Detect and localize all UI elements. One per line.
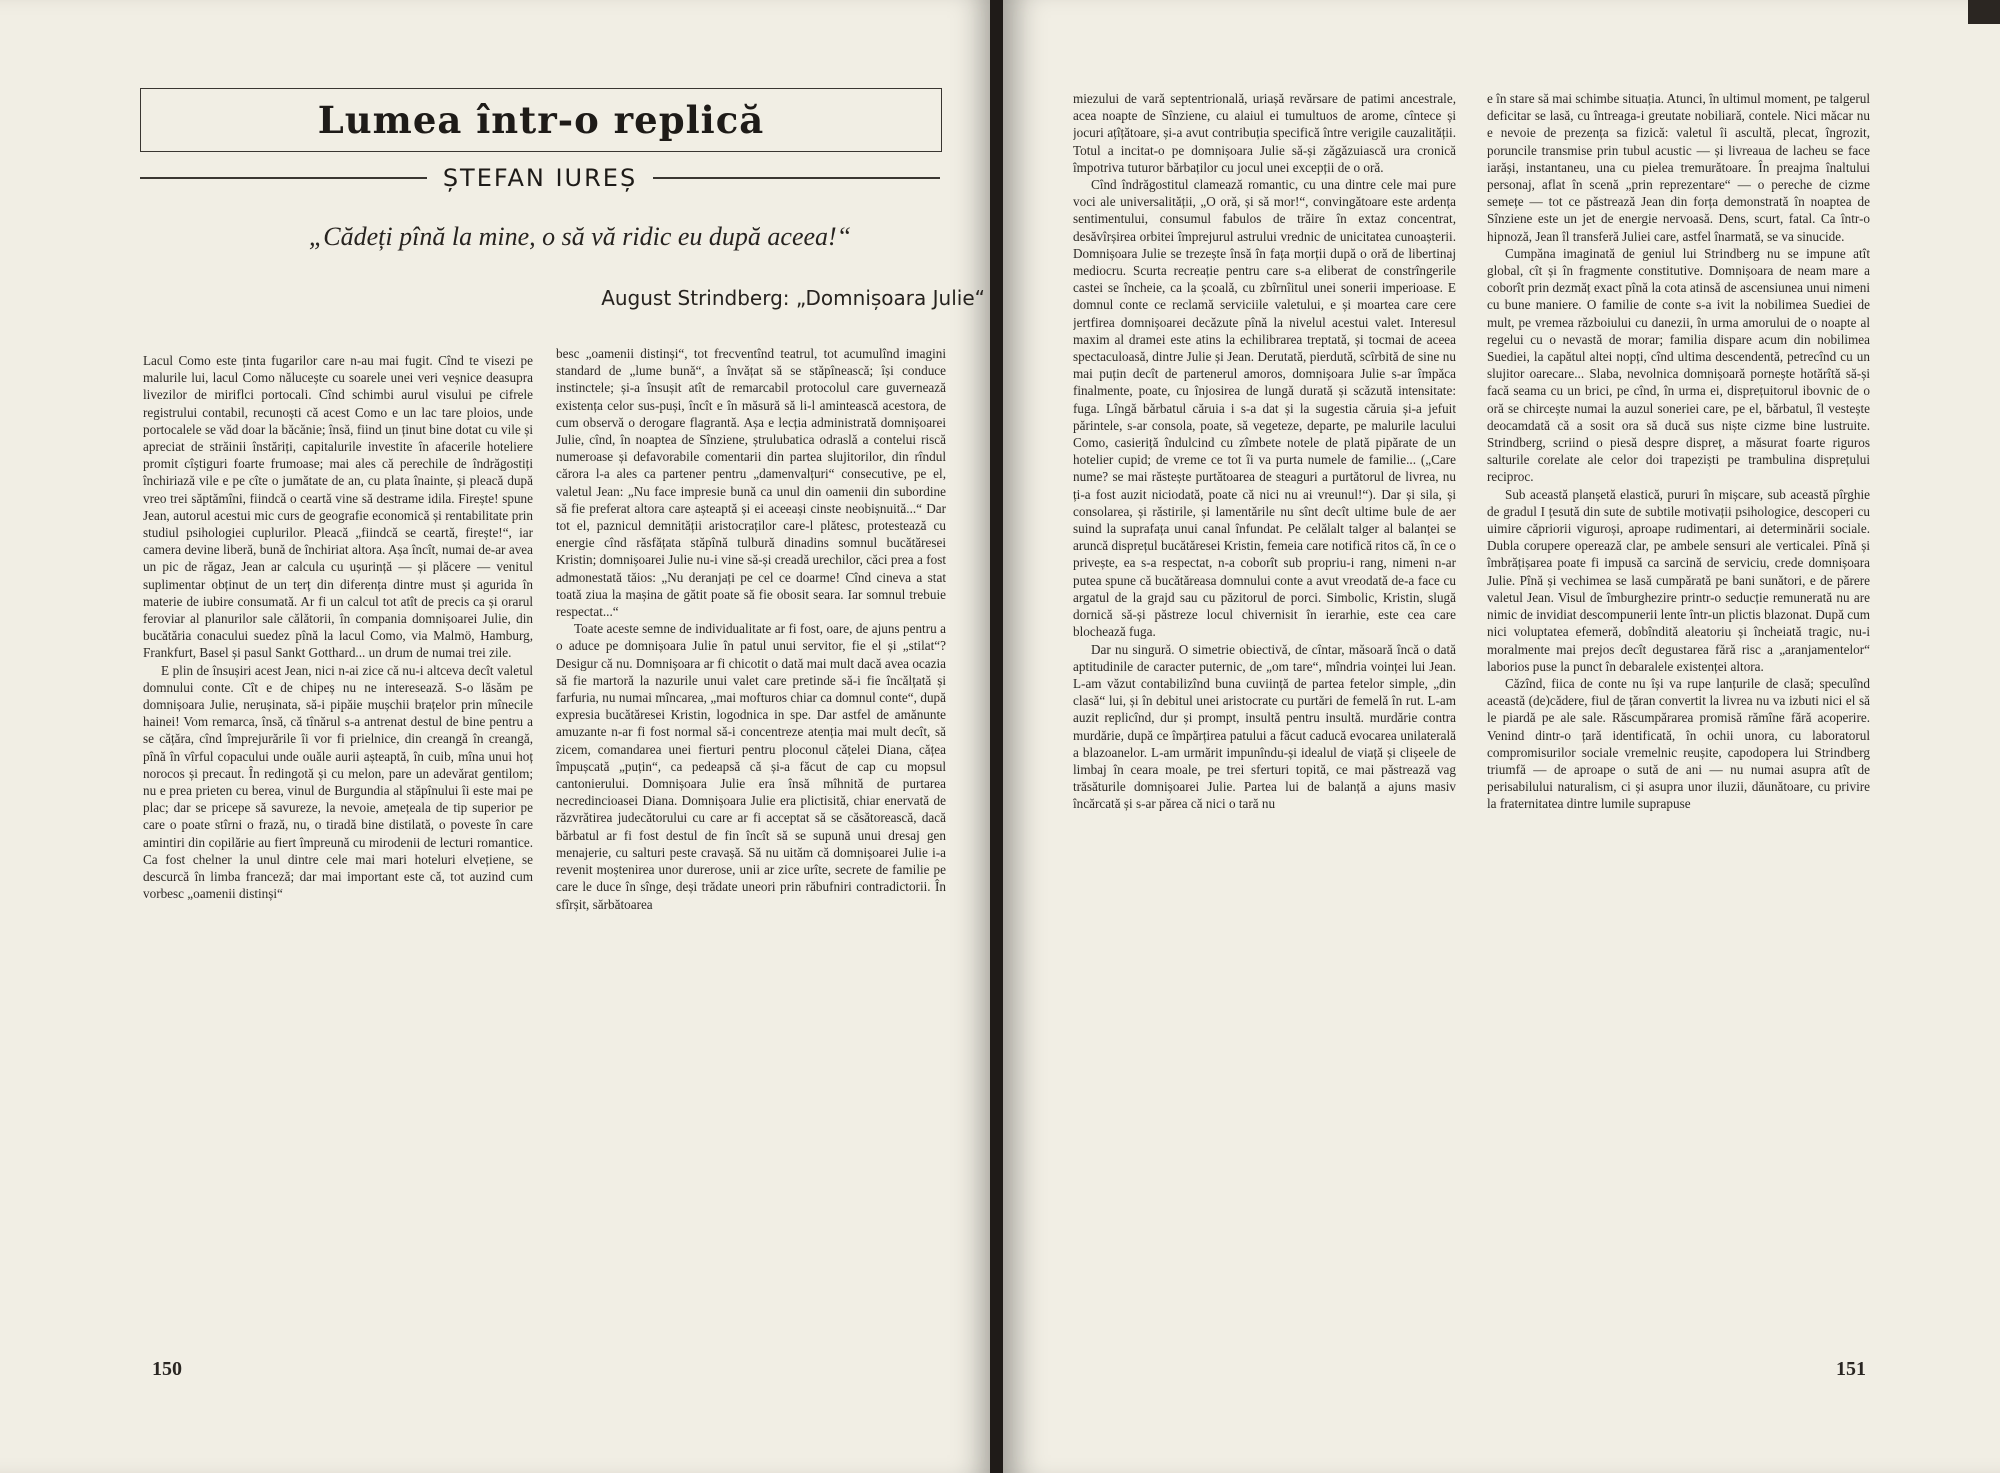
text-column-3: [1073, 90, 1456, 1390]
page-number-left: 150: [152, 1358, 182, 1380]
text-column-4: [1487, 90, 1870, 1390]
paragraph: Toate aceste semne de individualitate ar fi fost, oare, de ajuns pentru a o aduce pe domnișoara Julie în patul unui servitor, fie el și „stilat“? Desigur că nu. Domnișoara ar fi chicotit o dată mai mult dacă avea ocazia să fie martoră la nazurile unui valet care pretinde să-i fie încălțată și farfuria, nu numai mîncarea, „mai mofturos chiar ca domnul conte“, după expresia bucătăresei Kristin, logodnica in spe. Dar astfel de amănunte amuzante n-ar fi fost normal să-i concentreze atenția mai mult decît, să zicem, comandarea unei fierturi pentru ploconul cățelei Diana, cățea împușcată „puțin“, ca pedeapsă că și-a făcut de cap cu mopsul cantonierului. Domnișoara Julie era însă mîhnită de purtarea necredincioasei Diana. Domnișoara Julie era plictisită, chiar enervată de răzvrătirea judecătorului cu care ar fi acceptat să se căsătorească, dacă bărbatul ar fi fost destul de fin încît să se supună unui dresaj gen menajerie, cu salturi peste cravașă. Să nu uităm că domnișoarei Julie i-a revenit moștenirea unor durerose, unii ar zice urîte, secrete de familie pe care le duce în sînge, deși trădate uneori prin răbufniri contradictorii. În sfîrșit, sărbătoarea: [556, 621, 946, 912]
author-rule-left: [140, 177, 427, 179]
text-column-2: [556, 345, 946, 1350]
paragraph: besc „oamenii distinși“, tot frecventînd teatrul, tot acumulînd imagini standard de „lume bună“, a învățat să se stăpînească; își conduce instinctele; și-a însușit atît de remarcabil protocolul care guvernează existența celor sus-puși, încît e în măsură să li-l amintească acestora, de cum observă o derogare flagrantă. Așa e lecția administrată domnișoarei Julie, cînd, în noaptea de Sînziene, ștrulubatica odraslă a contelui riscă numeroase și defavorabile comentarii din partea slujitorilor, din rîndul cărora l-a ales ca partener pentru „damenvalțuri“ consecutive, pe el, valetul Jean: „Nu face impresie bună ca unul din oamenii din subordine să fie preferat altora care așteaptă și ei aceeași cinste neobișnuită...“ Dar tot el, paznicul demnității aristocraților care-l plătesc, protestează cu energie cînd răsfățata stăpînă tulbură dinadins somnul bucătăresei Kristin; domnișoarei Julie nu-i vine să-și creadă urechilor, căci prea a fost admonestată tăios: „Nu deranjați pe cel ce doarme! Cînd cineva a stat toată ziua la mașina de gătit poate să fie obosit seara. Iar somnul trebuie respectat...“: [556, 346, 946, 620]
page-number-right: 151: [1836, 1358, 1866, 1380]
epigraph-source: August Strindberg: „Domnișoara Julie“: [601, 286, 985, 310]
author-rule-right: [653, 177, 940, 179]
paragraph: Dar nu singură. O simetrie obiectivă, de cîntar, măsoară încă o dată aptitudinile de caracter puternic, de „om tare“, mîndria voinței lui Jean. L-am văzut contabilizînd buna cuviință de partea fetelor simple, „din clasă“ lui, și în debitul unei aristocrate cu purtări de femelă în rut. L-am auzit replicînd, dur și prompt, insultă pentru insultă. murdărie contra murdărie, după ce împărțirea patului a făcut caducă evocarea unilaterală a blazoanelor. L-am urmărit impunîndu-și idealul de viață și clișeele de limbaj în ceara moale, pe trei sferturi topită, ce mai păstrează vag trăsăturile domnișoarei Julie. Partea lui de balanță a ajuns masiv încărcată și s-ar părea că nici o tară nu: [1073, 641, 1456, 812]
paragraph: Lacul Como este ținta fugarilor care n-au mai fugit. Cînd te visezi pe malurile lui, lacul Como nălucește cu soarele unei veri veșnice deasupra livezilor de miriflci portocali. Cînd schimbi aurul visului pe cifrele registrului contabil, recunoști că acest Como e un lac tare ploios, unde portocalele se văd doar la băcănie; însă, fiind un ținut bine dotat cu vile și apreciat de străinii înstăriți, capitalurile investite în afacerile hoteliere promit cîștiguri foarte frumoase; mai ales că perechile de îndrăgostiți închiriază vile e pe cîte o jumătate de an, cu plata înainte, și pleacă după vreo trei săptămîni, fiindcă o ceartă vine să destrame idila. Firește! spune Jean, autorul acestui mic curs de geografie economică și rentabilitate prin studiul psihologiei cuplurilor. Pleacă „fiindcă se ceartă, firește!“, iar camera devine liberă, bună de închiriat altora. Așa încît, numai de-ar avea un pic de răgaz, Jean ar calcula cu ușurință — și plăcere — venitul suplimentar obținut de un terț din diferența dintre must și agurida în materie de iubire consumată. Ar fi un calcul tot atît de precis ca și orarul feroviar al planurilor sale călătorii, în compania domnișoarei Julie, din bucătăria conacului suedez pînă la lacul Como, via Malmö, Hamburg, Frankfurt, Basel și pasul Sankt Gotthard... un drum de numai trei zile.: [143, 353, 533, 661]
paragraph: Căzînd, fiica de conte nu își va rupe lanțurile de clasă; speculînd această (de)cădere, fiul de țăran convertit la livrea nu va izbuti nici el să le piardă pe ale sale. Răscumpărarea promisă rămîne fără acoperire. Venind dintr-o țară identificată, în ochii unora, cu laboratorul compromisurilor sociale vremelnic reușite, capodopera lui Strindberg triumfă — de aproape o sută de ani — nu numai asupra atît de perisabilului naturalism, ci și asupra unor iluzii, dăunătoare, cu privire la fraternitatea dintre lumile suprapuse: [1487, 675, 1870, 812]
paragraph: Cumpăna imaginată de geniul lui Strindberg nu se impune atît global, cît și în fragmente constitutive. Domnișoara de neam mare a coborît prin dezmăț exact pînă la cota atinsă de ascensiunea unui nimeni cu bune maniere. O familie de conte s-a ivit la nobilimea Suediei de mult, pe vremea războiului cu danezii, în urma amorului de o noapte al regelui cu o nevastă de morar; familia dispare acum din nobilimea Suediei, la capătul altei nopți, cînd ultima descendentă, petrecînd cu un slujitor oarecare... Slaba, nevolnica domnișoară pornește hotărîtă să-și facă seama cu un brici, pe cînd, în urma ei, disprețuitorul ibovnic de o oră se chircește numai la auzul soneriei care, pe el, bărbatul, îl vestește deocamdată că a sosit ora să ducă sus niște cizme bine lustruite. Strindberg, scriind o piesă despre dispreț, a măsurat foarte riguros salturile corelate ale celor doi trapeziști pe trambulina disprețului reciproc.: [1487, 245, 1870, 485]
epigraph: „Cădeți pînă la mine, o să vă ridic eu după aceea!“: [308, 222, 852, 251]
paragraph: E plin de însușiri acest Jean, nici n-ai zice că nu-i altceva decît valetul domnului conte. Cît e de chipeș nu ne interesează. S-o lăsăm pe domnișoara Julie, nerușinata, să-i pipăie mușchii brațelor prin mînecile hainei! Vom remarca, însă, că tînărul s-a antrenat destul de bine pentru a se cățăra, cînd împrejurările îi vor fi prielnice, din creangă în creangă, pînă în vîrful copacului unde ouăle aurii așteaptă, în cuib, mîna unui hoț norocos și precaut. În redingotă și cu melon, pare un adevărat gentilom; nu e prea prieten cu berea, vinul de Burgundia al stăpînului îi este mai pe plac; dar se pricepe să savureze, la nevoie, amețeala de tip superior pe care o poate stîrni o frază, nu, o tiradă bine distilată, o poveste în care amintiri din copilărie au fiert împreună cu mirodenii de lecturi romantice. Ca fost chelner la unul dintre cele mai mari hoteluri elvețiene, se descurcă în limba franceză; dar mai important este că, tot auzind cum vorbesc „oamenii distinși“: [143, 662, 533, 902]
title-box: [140, 88, 942, 152]
article-title: Lumea într-o replică: [317, 98, 765, 142]
text-column-1: [143, 352, 533, 1352]
left-page: [0, 0, 993, 1473]
paragraph: e în stare să mai schimbe situația. Atunci, în ultimul moment, pe talgerul deficitar se lasă, cu întreaga-i greutate nobiliară, contele. Nici măcar nu e nevoie de prezența sa fizică: valetul îi ascultă, plecat, îngrozit, poruncile transmise prin tubul acustic — și livreaua de lacheu se face iarăși, instantaneu, una cu pielea tremurătoare. În preajma înaltului personaj, aflat în scenă „prin reprezentare“ — o pereche de cizme semețe — tot ce păstrează Jean din forța demonstrată în noaptea de Sînziene este un jet de energie nervoasă. Dens, scurt, fatal. Ca într-o hipnoză, Jean îl transferă Juliei care, astfel înarmată, se va sinucide.: [1487, 91, 1870, 244]
paragraph: Cînd îndrăgostitul clamează romantic, cu una dintre cele mai pure voci ale universalității, „O oră, și să mor!“, convingătoare este ardența sentimentului, consumul fabulos de trăire în extaz concentrat, desăvîrșirea orbitei împrejurul astrului vrednic de unicitatea cunoașterii. Domnișoara Julie se trezește însă în fața morții după o oră de libertinaj mediocru. Scurta recreație pentru care s-a eliberat de constrîngerile castei se încheie, ca la școală, cu zbîrnîitul unei sonerii imperioase. E domnul conte ce reclamă serviciile valetului, e și moartea care cere jertfirea domnișoarei decăzute pînă la nivelul acestui valet. Interesul maxim al dramei este atins la echilibrarea treptată, și tocmai de aceea spectaculoasă, dintre Julie și Jean. Derutată, pierdută, scîrbită de sine nu mai puțin decît de partenerul amoros, domnișoara Julie s-ar împăca finalmente, poate, cu înjosirea de lungă durată și scăzută intensitate: fuga. Lîngă bărbatul căruia i s-a dat și la sugestia căruia și-a jefuit părintele, s-ar consola, poate, să vegeteze, departe, pe malurile lacului Como, casieriță îndulcind cu zîmbete notele de plată pipărate de un hotelier cupid; de vreme ce tot îi va purta numele de familie... („Care nume? se mai răstește purtătoarea de steaguri a purtătorul de livrea, nu ți-a fost auzit niciodată, poate că nici nu ai vreunul!“). Dar și sila, și consolarea, și răstirile, și lamentările nu sînt decît ultime bule de aer suind la suprafața unui canal înfundat. Pe celălalt talger al balanței se aruncă disprețul bucătăresei Kristin, femeia care notifică ritos că, în ce o privește, ea s-a respectat, n-a coborît sub propriu-i rang, nimeni n-ar putea spune că bucătăreasa domnului conte a avut vreodată de-a face cu argatul de la grajd sau cu păzitorul de porci. Simbolic, Kristin, slugă dornică să-și păstreze locul chivernisit în ierarhie, este cea care blochează fuga.: [1073, 177, 1456, 640]
author-row: [140, 158, 940, 198]
article-author: ȘTEFAN IUREȘ: [442, 164, 638, 192]
paragraph: Sub această planșetă elastică, pururi în mișcare, sub această pîrghie de gradul I țesută din sute de subtile motivații psihologice, descoperi cu uimire căpriorii viguroși, aproape rudimentari, ai determinării sociale. Dubla corupere operează clar, pe ambele sensuri ale verticalei. Pînă și îmbrățișarea poate fi impusă ca sarcină de serviciu, crede domnișoara Julie. Pînă și vechimea se lasă cumpărată pe bani sunători, e de părere valetul Jean. Visul de îmburghezire printr-o seducție remunerată nu are nimic de invidiat descompunerii lente într-un plictis blazonat. După cum nici voluptatea efemeră, dobîndită aleatoriu și încheiată tragic, nu-i moralmente mai prejos decît degustarea fără risc a „aranjamentelor“ laborios puse la punct în debaralele existenței altora.: [1487, 486, 1870, 674]
page-corner: [1968, 0, 2000, 24]
paragraph: miezului de vară septentrională, uriașă revărsare de patimi ancestrale, acea noapte de Sînziene, cu alaiul ei tumultuos de arome, cîntece și jocuri ațîțătoare, și-a avut contribuția specifică între verigile cauzalității. Totul a incitat-o pe domnișoara Julie să-și zăgăzuiască ura cronică împotriva tuturor bărbaților cu jocul unei excepții de o oră.: [1073, 91, 1456, 175]
